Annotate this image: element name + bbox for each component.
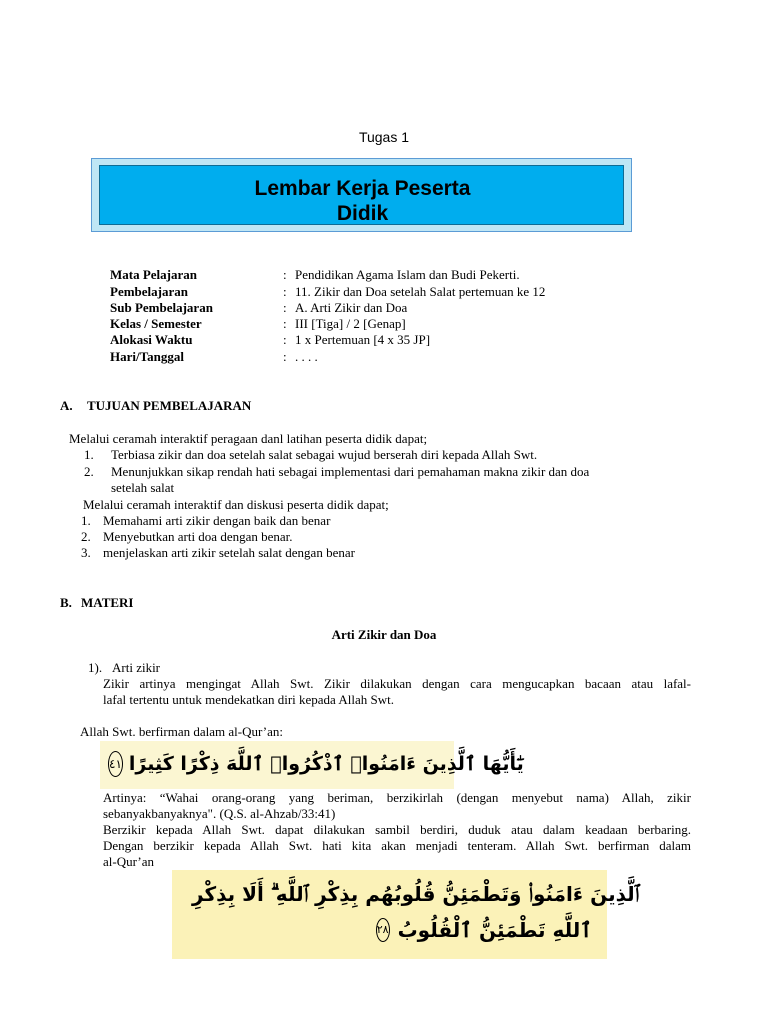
info-colon: : (283, 300, 287, 315)
list-item: Memahami arti zikir dengan baik dan benar (103, 513, 331, 528)
arabic-verse-text: يَٰٓأَيُّهَا ٱلَّذِينَ ءَامَنُوا۟ ٱذْكُرُوا۟ ٱللَّهَ ذِكْرًا كَثِيرًا (128, 753, 524, 775)
section-a-title: TUJUAN PEMBELAJARAN (87, 398, 252, 413)
list-item: Menyebutkan arti doa dengan benar. (103, 529, 293, 544)
title-line-2: Didik (336, 202, 389, 225)
info-label: Sub Pembelajaran (110, 300, 213, 315)
objectives-intro-2: Melalui ceramah interaktif dan diskusi peserta didik dapat; (83, 497, 389, 512)
section-b-title: MATERI (81, 595, 134, 610)
list-item: Menunjukkan sikap rendah hati sebagai implementasi dari pemahaman makna zikir dan doa (111, 464, 590, 479)
list-item-continuation: setelah salat (111, 480, 175, 495)
list-item: Terbiasa zikir dan doa setelah salat sebagai wujud berserah diri kepada Allah Swt. (111, 447, 538, 462)
list-number: 2. (81, 529, 91, 544)
info-value: 11. Zikir dan Doa setelah Salat pertemuan ke 12 (295, 284, 546, 299)
materi-subtitle: Arti Zikir dan Doa (331, 627, 437, 642)
list-number: 1. (81, 513, 91, 528)
list-number: 2. (84, 464, 94, 479)
arabic-verse-1-image (100, 741, 524, 789)
info-value: Pendidikan Agama Islam dan Budi Pekerti. (295, 267, 520, 282)
list-number: 3. (81, 545, 91, 560)
paragraph-line: Dengan berzikir kepada Allah Swt. hati kita akan menjadi tenteram. Allah Swt. berfirman dalam (103, 838, 691, 853)
info-label: Mata Pelajaran (110, 267, 198, 282)
arabic-verse-2-image (172, 870, 640, 959)
list-item: menjelaskan arti zikir setelah salat dengan benar (103, 545, 355, 560)
paragraph-line: Zikir artinya mengingat Allah Swt. Zikir dilakukan dengan cara mengucapkan bacaan atau lafal- (103, 676, 691, 691)
info-value: III [Tiga] / 2 [Genap] (295, 316, 406, 331)
list-number: 1. (84, 447, 94, 462)
info-colon: : (283, 267, 287, 282)
info-label: Hari/Tanggal (110, 349, 184, 364)
title-banner (99, 165, 624, 225)
section-a-marker: A. (60, 398, 73, 413)
quran-intro: Allah Swt. berfirman dalam al-Qur’an: (80, 724, 283, 739)
info-colon: : (283, 349, 287, 364)
info-value: A. Arti Zikir dan Doa (295, 300, 408, 315)
arabic-verse-text: ٱلَّذِينَ ءَامَنُوا۟ وَتَطْمَئِنُّ قُلُوبُهُم بِذِكْرِ ٱللَّهِ ۗ أَلَا بِذِكْرِ (192, 882, 640, 906)
info-label: Kelas / Semester (110, 316, 202, 331)
paragraph-line: al-Qur’an (103, 854, 155, 869)
info-colon: : (283, 284, 287, 299)
title-line-1: Lembar Kerja Peserta (254, 177, 471, 200)
info-colon: : (283, 316, 287, 331)
translation-line: Artinya: “Wahai orang-orang yang beriman, berzikirlah (dengan menyebut nama) Allah, zikir (103, 790, 691, 805)
item-title: Arti zikir (112, 660, 161, 675)
paragraph-line: Berzikir kepada Allah Swt. dapat dilakukan sambil berdiri, duduk atau dalam keadaan berbaring. (103, 822, 691, 837)
info-label: Alokasi Waktu (110, 332, 193, 347)
info-label: Pembelajaran (110, 284, 188, 299)
section-b-marker: B. (60, 595, 72, 610)
info-value: . . . . (295, 349, 318, 364)
task-label: Tugas 1 (358, 129, 410, 145)
ayah-number-marker: ٢٨ (376, 918, 390, 942)
translation-line: sebanyakbanyaknya". (Q.S. al-Ahzab/33:41) (103, 806, 336, 821)
info-value: 1 x Pertemuan [4 x 35 JP] (295, 332, 431, 347)
ayah-number-marker: ٤١ (108, 751, 123, 777)
paragraph-line: lafal tertentu untuk mendekatkan diri kepada Allah Swt. (103, 692, 394, 707)
info-colon: : (283, 332, 287, 347)
item-number: 1). (88, 660, 103, 675)
objectives-intro-1: Melalui ceramah interaktif peragaan danl latihan peserta didik dapat; (69, 431, 428, 446)
arabic-verse-text: ٱللَّهِ تَطْمَئِنُّ ٱلْقُلُوبُ (397, 918, 592, 942)
